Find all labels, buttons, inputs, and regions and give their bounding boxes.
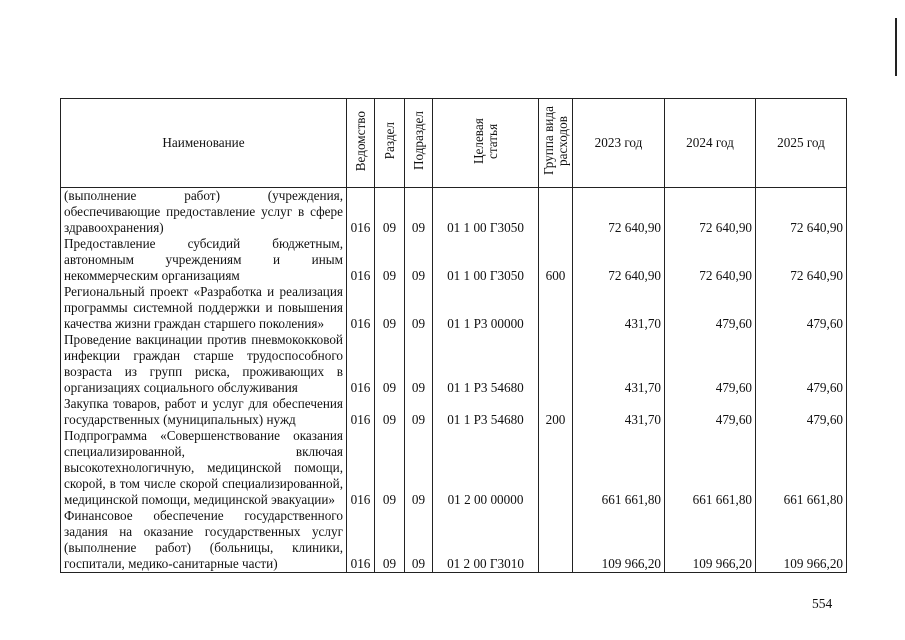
cell-article: 01 1 00 Г3050 <box>433 236 539 284</box>
table-row <box>61 428 847 508</box>
cell-podrazdel: 09 <box>405 332 433 396</box>
cell-group: 200 <box>539 396 573 428</box>
cell-group: 600 <box>539 236 573 284</box>
page-edge-mark <box>895 18 897 76</box>
cell-y2025: 72 640,90 <box>756 236 847 284</box>
table-header-row <box>61 99 847 188</box>
table-row <box>61 236 847 284</box>
cell-y2025: 479,60 <box>756 332 847 396</box>
cell-y2023: 72 640,90 <box>573 188 665 237</box>
cell-podrazdel: 09 <box>405 396 433 428</box>
header-2023: 2023 год <box>573 99 665 188</box>
cell-podrazdel: 09 <box>405 188 433 237</box>
budget-table <box>60 98 847 573</box>
cell-y2024: 72 640,90 <box>665 236 756 284</box>
cell-article: 01 1 00 Г3050 <box>433 188 539 237</box>
cell-group <box>539 284 573 332</box>
table-row <box>61 332 847 396</box>
cell-ved: 016 <box>347 428 375 508</box>
cell-ved: 016 <box>347 188 375 237</box>
cell-y2023: 72 640,90 <box>573 236 665 284</box>
cell-podrazdel: 09 <box>405 428 433 508</box>
cell-y2025: 109 966,20 <box>756 508 847 573</box>
cell-name: (выполнение работ) (учреждения, обеспечивающие предоставление услуг в сфере здравоохранения) <box>61 188 347 237</box>
cell-group <box>539 428 573 508</box>
cell-y2025: 72 640,90 <box>756 188 847 237</box>
cell-y2023: 431,70 <box>573 284 665 332</box>
table-row <box>61 508 847 573</box>
cell-ved: 016 <box>347 332 375 396</box>
cell-podrazdel: 09 <box>405 236 433 284</box>
header-group: Группа вида расходов <box>539 99 573 188</box>
cell-razdel: 09 <box>375 332 405 396</box>
cell-name: Подпрограмма «Совершенствование оказания специализированной, включая высокотехнологичную, медицинской помощи, скорой, в том числе скорой специализированной, медицинской помощи, медицинской эвакуации» <box>61 428 347 508</box>
cell-name: Предоставление субсидий бюджетным, автономным учреждениям и иным некоммерческим организациям <box>61 236 347 284</box>
cell-group <box>539 508 573 573</box>
cell-group <box>539 332 573 396</box>
cell-ved: 016 <box>347 508 375 573</box>
table-row <box>61 396 847 428</box>
cell-podrazdel: 09 <box>405 508 433 573</box>
cell-article: 01 2 00 Г3010 <box>433 508 539 573</box>
cell-razdel: 09 <box>375 284 405 332</box>
cell-razdel: 09 <box>375 428 405 508</box>
cell-y2023: 661 661,80 <box>573 428 665 508</box>
cell-y2023: 431,70 <box>573 396 665 428</box>
cell-y2024: 479,60 <box>665 284 756 332</box>
cell-y2025: 479,60 <box>756 396 847 428</box>
cell-y2024: 479,60 <box>665 396 756 428</box>
header-2024: 2024 год <box>665 99 756 188</box>
cell-ved: 016 <box>347 236 375 284</box>
header-podrazdel: Подраздел <box>405 99 433 188</box>
cell-name: Региональный проект «Разработка и реализация программы системной поддержки и повышения качества жизни граждан старшего поколения» <box>61 284 347 332</box>
cell-article: 01 1 P3 00000 <box>433 284 539 332</box>
header-article: Целевая статья <box>433 99 539 188</box>
page-number: 554 <box>812 596 833 611</box>
cell-article: 01 1 P3 54680 <box>433 396 539 428</box>
cell-name: Закупка товаров, работ и услуг для обеспечения государственных (муниципальных) нужд <box>61 396 347 428</box>
cell-podrazdel: 09 <box>405 284 433 332</box>
header-2025: 2025 год <box>756 99 847 188</box>
cell-y2024: 72 640,90 <box>665 188 756 237</box>
header-vedomstvo: Ведомство <box>347 99 375 188</box>
cell-y2025: 479,60 <box>756 284 847 332</box>
cell-article: 01 1 P3 54680 <box>433 332 539 396</box>
header-name: Наименование <box>61 99 347 188</box>
cell-razdel: 09 <box>375 236 405 284</box>
cell-article: 01 2 00 00000 <box>433 428 539 508</box>
cell-y2024: 661 661,80 <box>665 428 756 508</box>
cell-group <box>539 188 573 237</box>
cell-name: Финансовое обеспечение государственного задания на оказание государственных услуг (выполнение работ) (больницы, клиники, госпитали, медико-санитарные части) <box>61 508 347 573</box>
cell-y2025: 661 661,80 <box>756 428 847 508</box>
cell-razdel: 09 <box>375 396 405 428</box>
cell-razdel: 09 <box>375 188 405 237</box>
cell-razdel: 09 <box>375 508 405 573</box>
cell-ved: 016 <box>347 284 375 332</box>
cell-y2024: 109 966,20 <box>665 508 756 573</box>
cell-name: Проведение вакцинации против пневмококковой инфекции граждан старше трудоспособного возраста из групп риска, проживающих в организациях социального обслуживания <box>61 332 347 396</box>
cell-y2023: 431,70 <box>573 332 665 396</box>
header-razdel: Раздел <box>375 99 405 188</box>
table-row <box>61 284 847 332</box>
cell-y2024: 479,60 <box>665 332 756 396</box>
cell-y2023: 109 966,20 <box>573 508 665 573</box>
table-row <box>61 188 847 237</box>
cell-ved: 016 <box>347 396 375 428</box>
